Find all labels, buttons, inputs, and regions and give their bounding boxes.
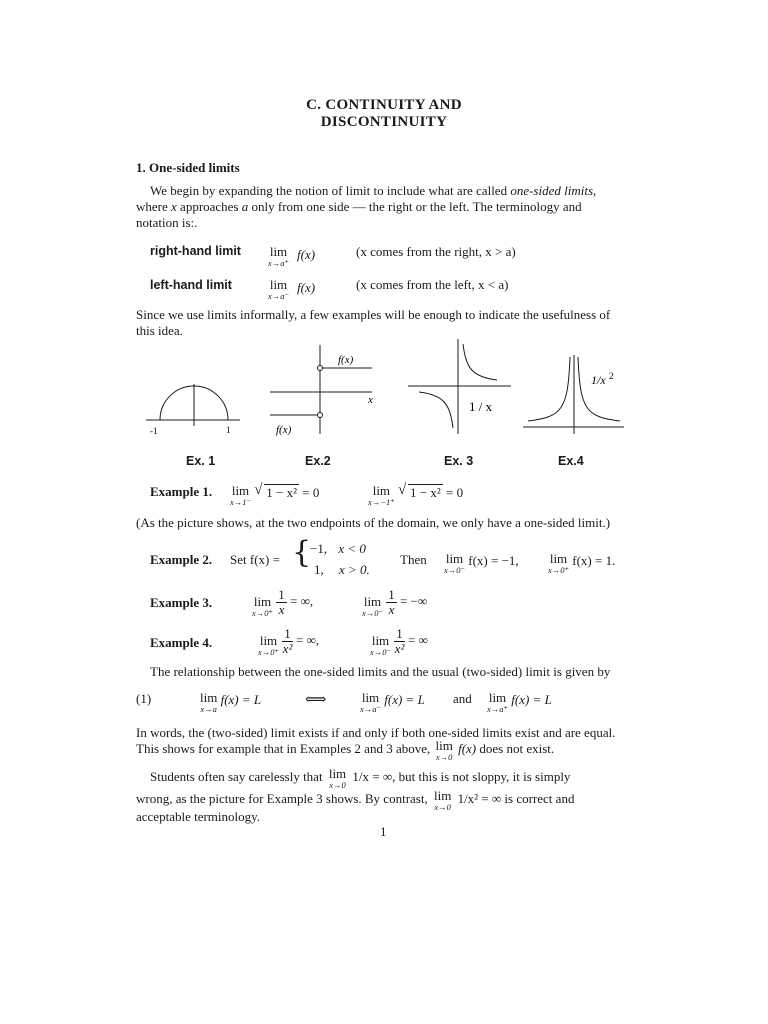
result: f(x) = 1. <box>572 553 616 568</box>
example-2-set: Set f(x) = <box>230 552 280 567</box>
lim-word: lim <box>488 690 507 705</box>
ex2-label-top: f(x) <box>338 354 354 366</box>
lim-word: lim <box>435 738 453 753</box>
ex2-open-dot-top <box>318 366 323 371</box>
example-3-limit-a <box>252 588 313 619</box>
result: = ∞, <box>296 632 320 648</box>
piecewise-brace: { <box>292 535 312 570</box>
result: f(x) = L <box>220 692 262 707</box>
result: = ∞ <box>408 632 428 648</box>
students-text: Students often say carelessly that <box>150 769 323 784</box>
example-2-limit-b <box>548 553 615 576</box>
intro-line-1 <box>150 182 596 199</box>
lim-word: lim <box>361 690 380 705</box>
intro-term: one-sided limits, <box>510 183 597 198</box>
example-4-label: Example 4. <box>150 635 213 650</box>
students-line-3: acceptable terminology. <box>136 809 261 824</box>
result: = −∞ <box>400 593 428 609</box>
intro-text: where <box>136 199 168 214</box>
words-text: does not exist. <box>479 741 555 756</box>
words-line-2 <box>136 740 554 763</box>
lim-word: lim <box>253 594 272 609</box>
lim-sub: x→a⁻ <box>268 291 290 301</box>
func: f(x) <box>297 247 316 262</box>
since-line-2: this idea. <box>136 323 183 338</box>
ex3-left-branch <box>419 392 453 428</box>
lim-sub: x→0⁻ <box>370 647 392 657</box>
ex2-open-dot-bottom <box>318 413 323 418</box>
intro-var: a <box>241 199 249 214</box>
ex2-graph <box>270 345 372 434</box>
denominator: x <box>388 602 395 617</box>
result: f(x) = L <box>511 692 552 707</box>
example-2-then: Then <box>400 552 427 567</box>
ex4-caption: Ex.4 <box>558 454 584 468</box>
intro-line-2 <box>136 198 582 215</box>
case-1 <box>310 541 366 557</box>
example-2-limit-a <box>444 553 519 576</box>
lim-word: lim <box>269 244 288 259</box>
section-heading: 1. One-sided limits <box>136 160 240 175</box>
lim-sub: x→0⁺ <box>548 565 570 575</box>
sqrt: √ 1 − x² <box>254 482 297 500</box>
lim-word: lim <box>371 633 390 648</box>
students-text: 1/x² = ∞ is correct and <box>457 791 575 806</box>
example-4-limit-b <box>370 627 428 658</box>
ex2-label-bottom: f(x) <box>276 424 292 436</box>
lim-sub: x→0⁺ <box>252 608 274 618</box>
example-1-label: Example 1. <box>150 484 213 499</box>
fraction <box>394 627 405 656</box>
example-3-label: Example 3. <box>150 595 213 610</box>
relationship-text: The relationship between the one-sided limits and the usual (two-sided) limit is given by <box>150 664 611 679</box>
students-text: 1/x = ∞, but this is not sloppy, it is simply <box>352 769 571 784</box>
lim-word: lim <box>433 788 452 803</box>
lim-word: lim <box>363 594 382 609</box>
result: f(x) = −1, <box>468 553 519 568</box>
lim-sub: x→1⁻ <box>230 497 252 507</box>
eq1-right <box>487 692 552 715</box>
left-hand-limit <box>268 279 315 302</box>
eq1-and: and <box>453 691 472 706</box>
radicand: 1 − x² <box>410 485 441 500</box>
right-hand-limit <box>268 246 315 269</box>
example-graphs <box>0 335 768 440</box>
ex1-graph <box>146 384 240 426</box>
right-hand-label: right-hand limit <box>150 244 241 258</box>
result: = 0 <box>445 485 464 500</box>
page-number: 1 <box>380 824 387 839</box>
result: = ∞, <box>290 593 314 609</box>
lim-sub: x→0⁻ <box>362 608 384 618</box>
intro-line-3: notation is:. <box>136 215 198 230</box>
eq1-two-sided <box>200 692 261 715</box>
intro-var: x <box>171 199 177 214</box>
students-text: wrong, as the picture for Example 3 shows. By contrast, <box>136 791 428 806</box>
ex3-caption: Ex. 3 <box>444 454 474 468</box>
lim-word: lim <box>328 766 347 781</box>
lim-sub: x→0⁻ <box>444 565 466 575</box>
left-hand-label: left-hand limit <box>150 278 232 292</box>
ex4-left-branch <box>528 357 570 421</box>
numerator: 1 <box>388 587 395 602</box>
func: f(x) <box>458 741 477 756</box>
note-1: (As the picture shows, at the two endpoints of the domain, we only have a one-sided limit.) <box>136 515 611 530</box>
lim-sub: x→0 <box>435 752 453 762</box>
fraction <box>386 588 397 617</box>
lim-word: lim <box>259 633 278 648</box>
intro-text: approaches <box>180 199 239 214</box>
lim-word: lim <box>549 551 568 566</box>
lim-sub: x→0 <box>329 780 346 790</box>
example-2-label: Example 2. <box>150 552 213 567</box>
lim-sub: x→a⁺ <box>268 258 290 268</box>
words-text: This shows for example that in Examples 2 and 3 above, <box>136 741 431 756</box>
title-line-2: DISCONTINUITY <box>320 114 448 130</box>
sqrt: √ 1 − x² <box>398 482 441 500</box>
numerator: 1 <box>278 587 285 602</box>
numerator: 1 <box>396 626 403 641</box>
denominator: x² <box>282 641 293 656</box>
lim-word: lim <box>445 551 464 566</box>
intro-text: only from one side — the right or the left. The terminology and <box>251 199 582 214</box>
case-cond: x < 0 <box>338 541 366 556</box>
case-2 <box>310 562 370 578</box>
right-hand-note: (x comes from the right, x > a) <box>356 244 516 259</box>
fraction <box>276 588 287 617</box>
title-line-1: C. CONTINUITY AND <box>306 97 462 113</box>
lim-word: lim <box>372 483 391 498</box>
denominator: x² <box>394 641 405 656</box>
eq1-left <box>360 692 425 715</box>
example-1-limit-b <box>368 482 464 508</box>
lim-sub: x→a⁺ <box>487 704 509 714</box>
ex1-tick-left: -1 <box>150 426 158 436</box>
example-3-limit-b <box>362 588 427 619</box>
ex4-graph <box>523 355 624 434</box>
ex3-right-branch <box>463 344 497 380</box>
ex4-label: 1/x <box>591 373 606 387</box>
ex1-caption: Ex. 1 <box>186 454 216 468</box>
fraction <box>282 627 293 656</box>
example-4-limit-a <box>258 627 319 658</box>
page-title <box>0 97 768 131</box>
ex2-caption: Ex.2 <box>305 454 331 468</box>
lim-word: lim <box>200 690 218 705</box>
lim-word: lim <box>269 277 288 292</box>
lim-sub: x→−1⁺ <box>368 497 395 507</box>
iff-symbol: ⟺ <box>305 692 327 708</box>
result: = 0 <box>302 485 320 500</box>
ex4-right-branch <box>578 357 620 421</box>
example-1-limit-a <box>230 482 320 508</box>
students-line-1 <box>150 768 570 791</box>
words-line-1: In words, the (two-sided) limit exists if and only if both one-sided limits exist and are equal. <box>136 725 616 740</box>
case-value: 1, <box>314 562 324 577</box>
case-value: −1, <box>310 541 328 556</box>
lim-word: lim <box>231 483 250 498</box>
ex1-tick-right: 1 <box>226 425 231 435</box>
lim-sub: x→a <box>200 704 217 714</box>
numerator: 1 <box>284 626 291 641</box>
equation-number: (1) <box>136 691 152 706</box>
ex4-exponent: 2 <box>609 371 614 381</box>
ex3-graph <box>408 339 511 434</box>
intro-text: We begin by expanding the notion of limit to include what are called <box>150 183 508 198</box>
lim-sub: x→a⁻ <box>360 704 382 714</box>
denominator: x <box>278 602 285 617</box>
result: f(x) = L <box>384 692 425 707</box>
since-line-1: Since we use limits informally, a few examples will be enough to indicate the usefulness of <box>136 307 611 322</box>
ex3-label: 1 / x <box>469 399 493 414</box>
left-hand-note: (x comes from the left, x < a) <box>356 277 509 292</box>
func: f(x) <box>297 280 316 295</box>
radicand: 1 − x² <box>266 485 297 500</box>
lim-sub: x→0 <box>434 802 451 812</box>
case-cond: x > 0. <box>339 562 370 577</box>
lim-sub: x→0⁺ <box>258 647 280 657</box>
ex2-axis-label: x <box>368 394 373 406</box>
